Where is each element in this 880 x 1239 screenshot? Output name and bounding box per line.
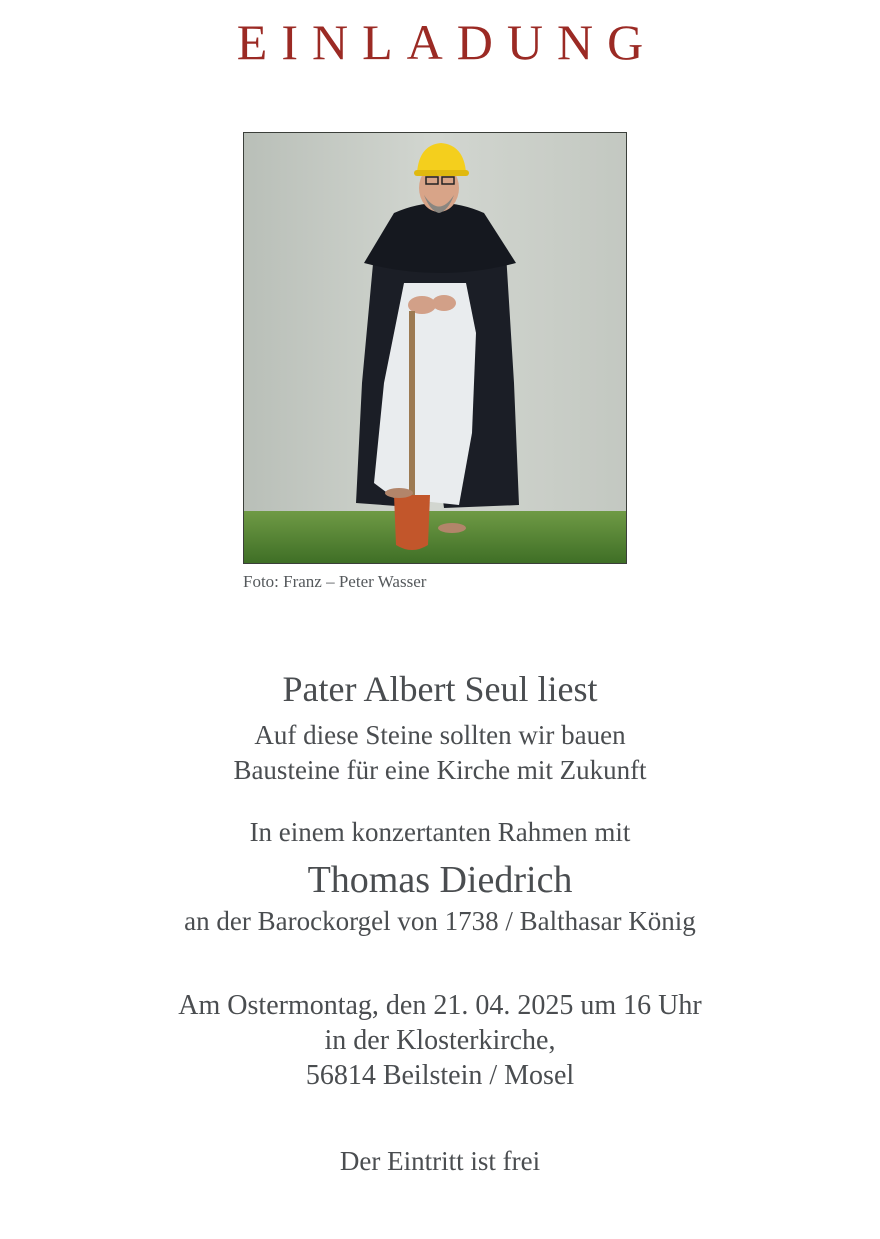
photo <box>243 132 627 564</box>
event-venue: in der Klosterkirche, <box>324 1025 556 1056</box>
concert-frame-line: In einem konzertanten Rahmen mit <box>249 817 631 847</box>
spade-blade <box>394 495 430 550</box>
event-address: 56814 Beilstein / Mosel <box>305 1060 575 1091</box>
monk-photo-illustration <box>244 133 626 563</box>
subtitle-line-1: Auf diese Steine sollten wir bauen <box>254 720 626 750</box>
entry-note: Der Eintritt ist frei <box>339 1146 541 1176</box>
event-date: Am Ostermontag, den 21. 04. 2025 um 16 Uhr <box>178 990 702 1021</box>
reader-line: Pater Albert Seul liest <box>282 669 598 709</box>
photo-caption: Foto: Franz – Peter Wasser <box>243 572 427 591</box>
organist-name: Thomas Diedrich <box>307 859 573 901</box>
spade-handle <box>409 311 415 496</box>
organ-line: an der Barockorgel von 1738 / Balthasar König <box>184 906 696 936</box>
subtitle-line-2: Bausteine für eine Kirche mit Zukunft <box>233 755 647 785</box>
page-title: EINLADUNG <box>236 14 658 70</box>
grass <box>244 511 626 563</box>
